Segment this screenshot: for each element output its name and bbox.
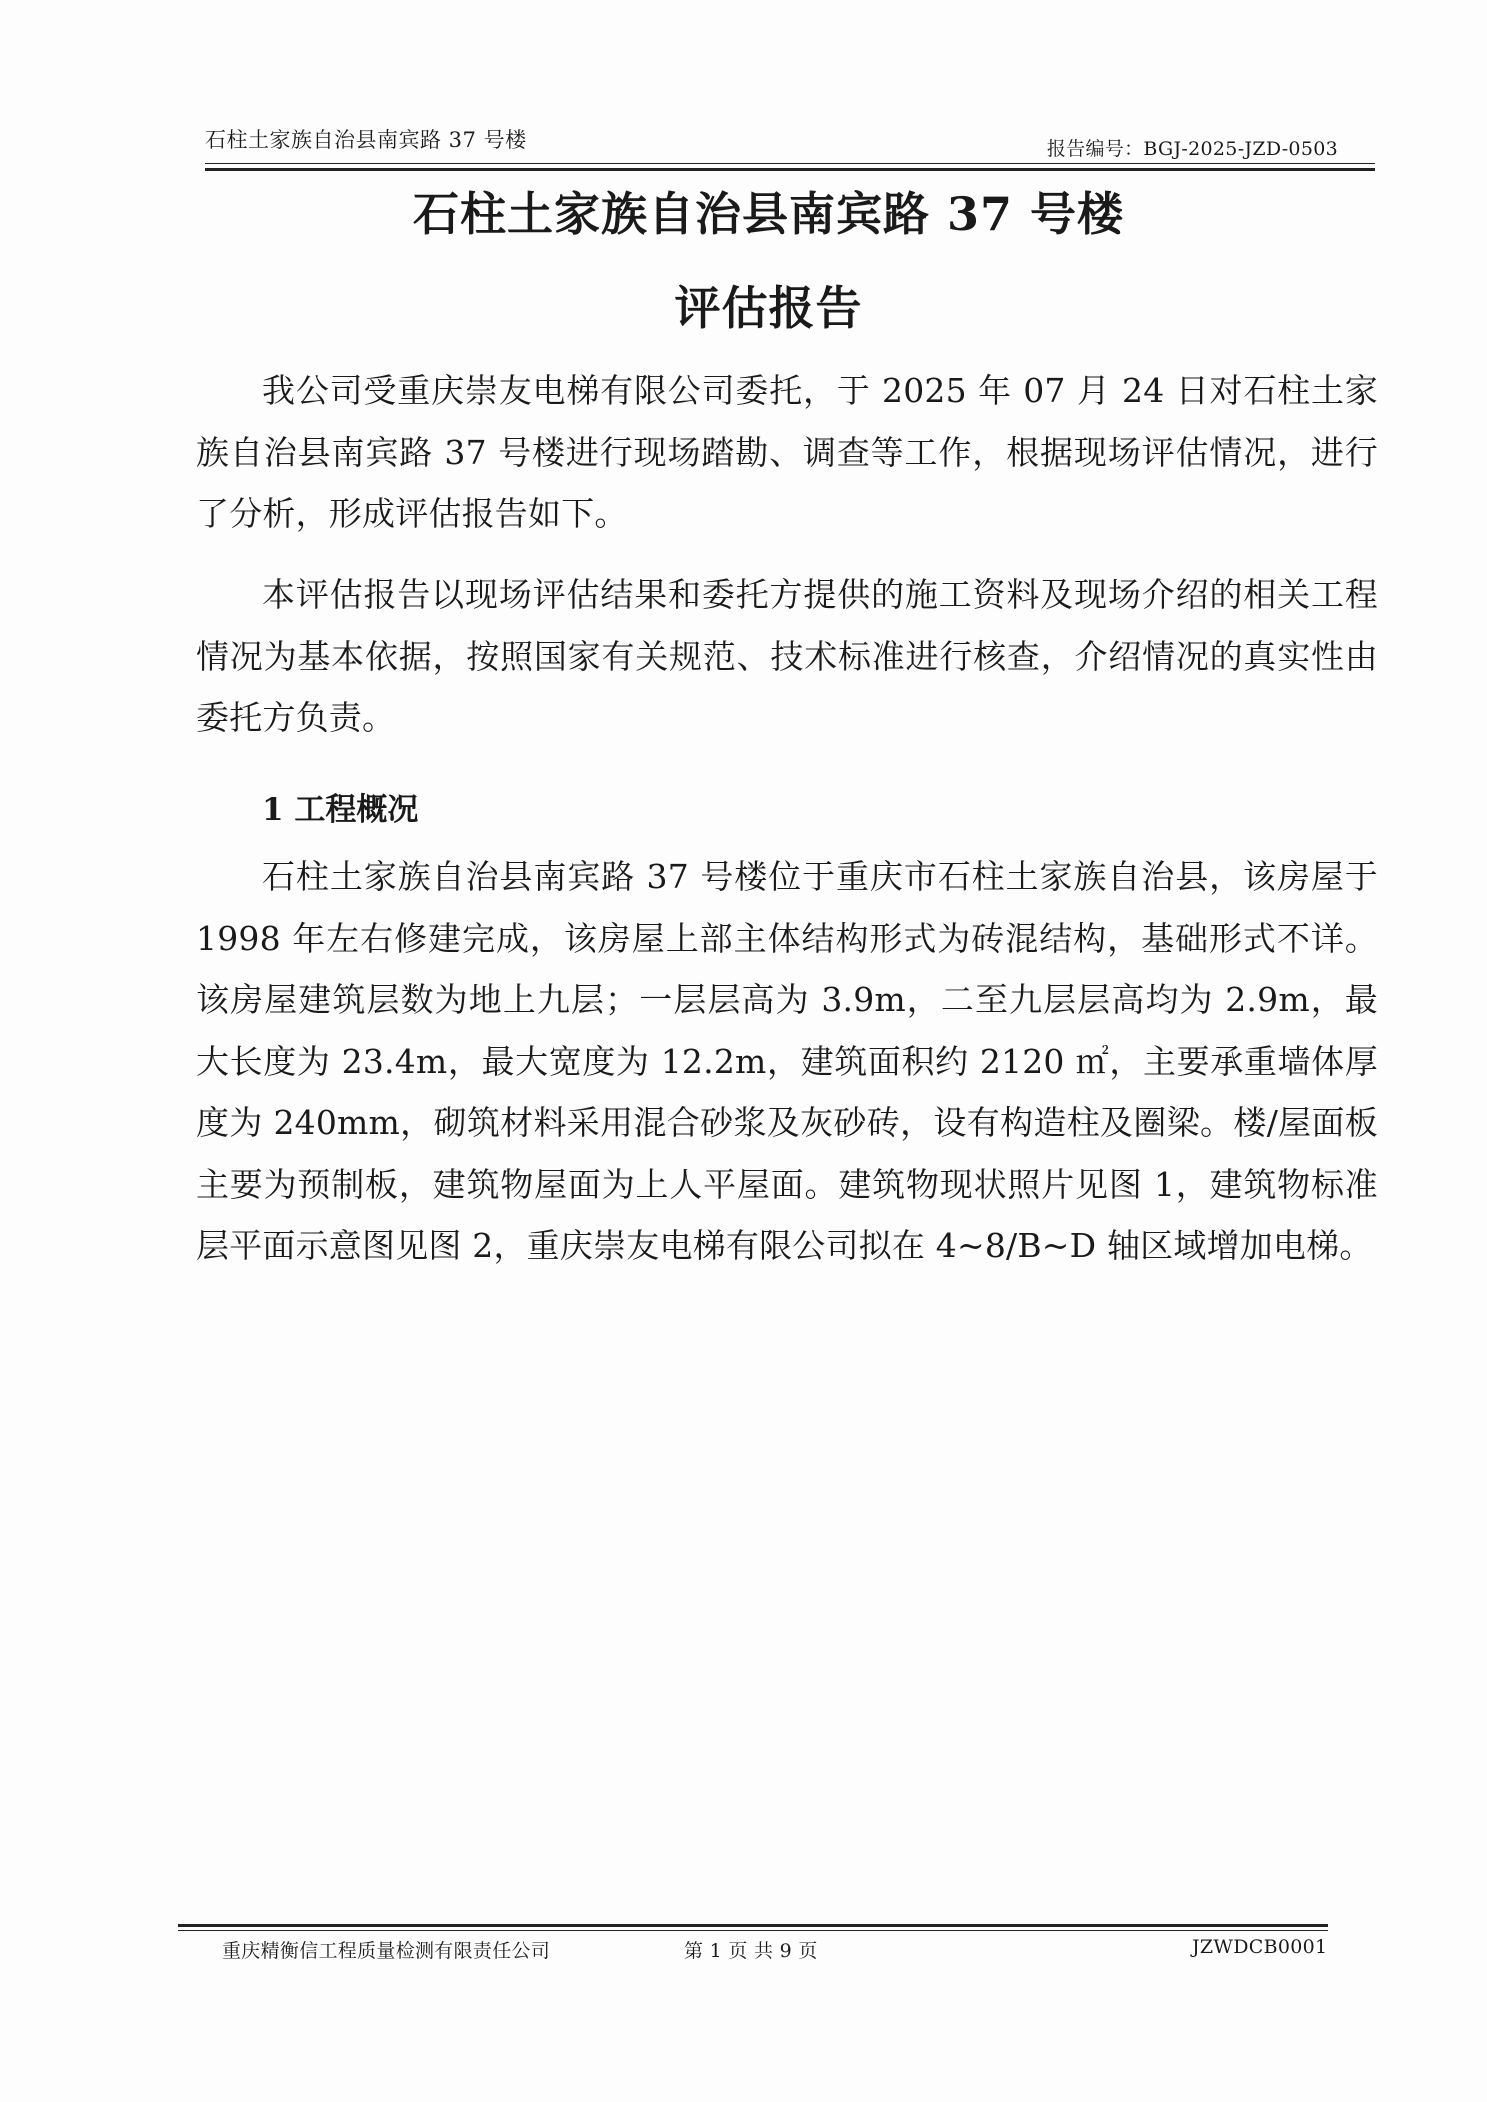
footer-document-code: JZWDCB0001 bbox=[1192, 1936, 1328, 1958]
footer-divider-thin bbox=[178, 1930, 1328, 1931]
footer-company-name: 重庆精衡信工程质量检测有限责任公司 bbox=[222, 1940, 551, 1962]
footer-page-number: 第 1 页 共 9 页 bbox=[684, 1940, 818, 1962]
header-report-number: 报告编号：BGJ-2025-JZD-0503 bbox=[1046, 138, 1338, 160]
header-building-name: 石柱土家族自治县南宾路 37 号楼 bbox=[205, 128, 527, 152]
header-divider-thin bbox=[205, 163, 1375, 164]
intro-paragraph: 我公司受重庆崇友电梯有限公司委托，于 2025 年 07 月 24 日对石柱土家族自治县南宾路 37 号楼进行现场踏勘、调查等工作，根据现场评估情况，进行了分析，形成评估报告如下。 bbox=[196, 371, 1378, 533]
document-title-line2: 评估报告 bbox=[674, 281, 863, 335]
basis-paragraph: 本评估报告以现场评估结果和委托方提供的施工资料及现场介绍的相关工程情况为基本依据，按照国家有关规范、技术标准进行核查，介绍情况的真实性由委托方负责。 bbox=[196, 575, 1378, 737]
footer-divider-thick bbox=[178, 1924, 1328, 1927]
project-overview-paragraph: 石柱土家族自治县南宾路 37 号楼位于重庆市石柱土家族自治县，该房屋于 1998 年左右修建完成，该房屋上部主体结构形式为砖混结构，基础形式不详。该房屋建筑层数为地上九层；一层层高为 3.9m，二至九层层高均为 2.9m，最大长度为 23.4m，最大宽度为 12.2m，建筑面积约 2120 ㎡，主要承重墙体厚度为 240mm，砌筑材料采用混合砂浆及灰砂砖，设有构造柱及圈梁。楼/屋面板主要为预制板，建筑物屋面为上人平屋面。建筑物现状照片见图 1，建筑物标准层平面示意图见图 2，重庆崇友电梯有限公司拟在 4~8/B~D 轴区域增加电梯。 bbox=[196, 857, 1378, 1265]
basis-paragraph-block bbox=[196, 564, 1378, 749]
page-header bbox=[205, 118, 1373, 168]
project-overview-block bbox=[196, 846, 1378, 1277]
section-heading-project-overview: 1 工程概况 bbox=[262, 792, 419, 828]
header-divider-thick bbox=[205, 168, 1375, 171]
document-title-line1: 石柱土家族自治县南宾路 37 号楼 bbox=[412, 187, 1125, 241]
intro-paragraph-block bbox=[196, 360, 1378, 545]
